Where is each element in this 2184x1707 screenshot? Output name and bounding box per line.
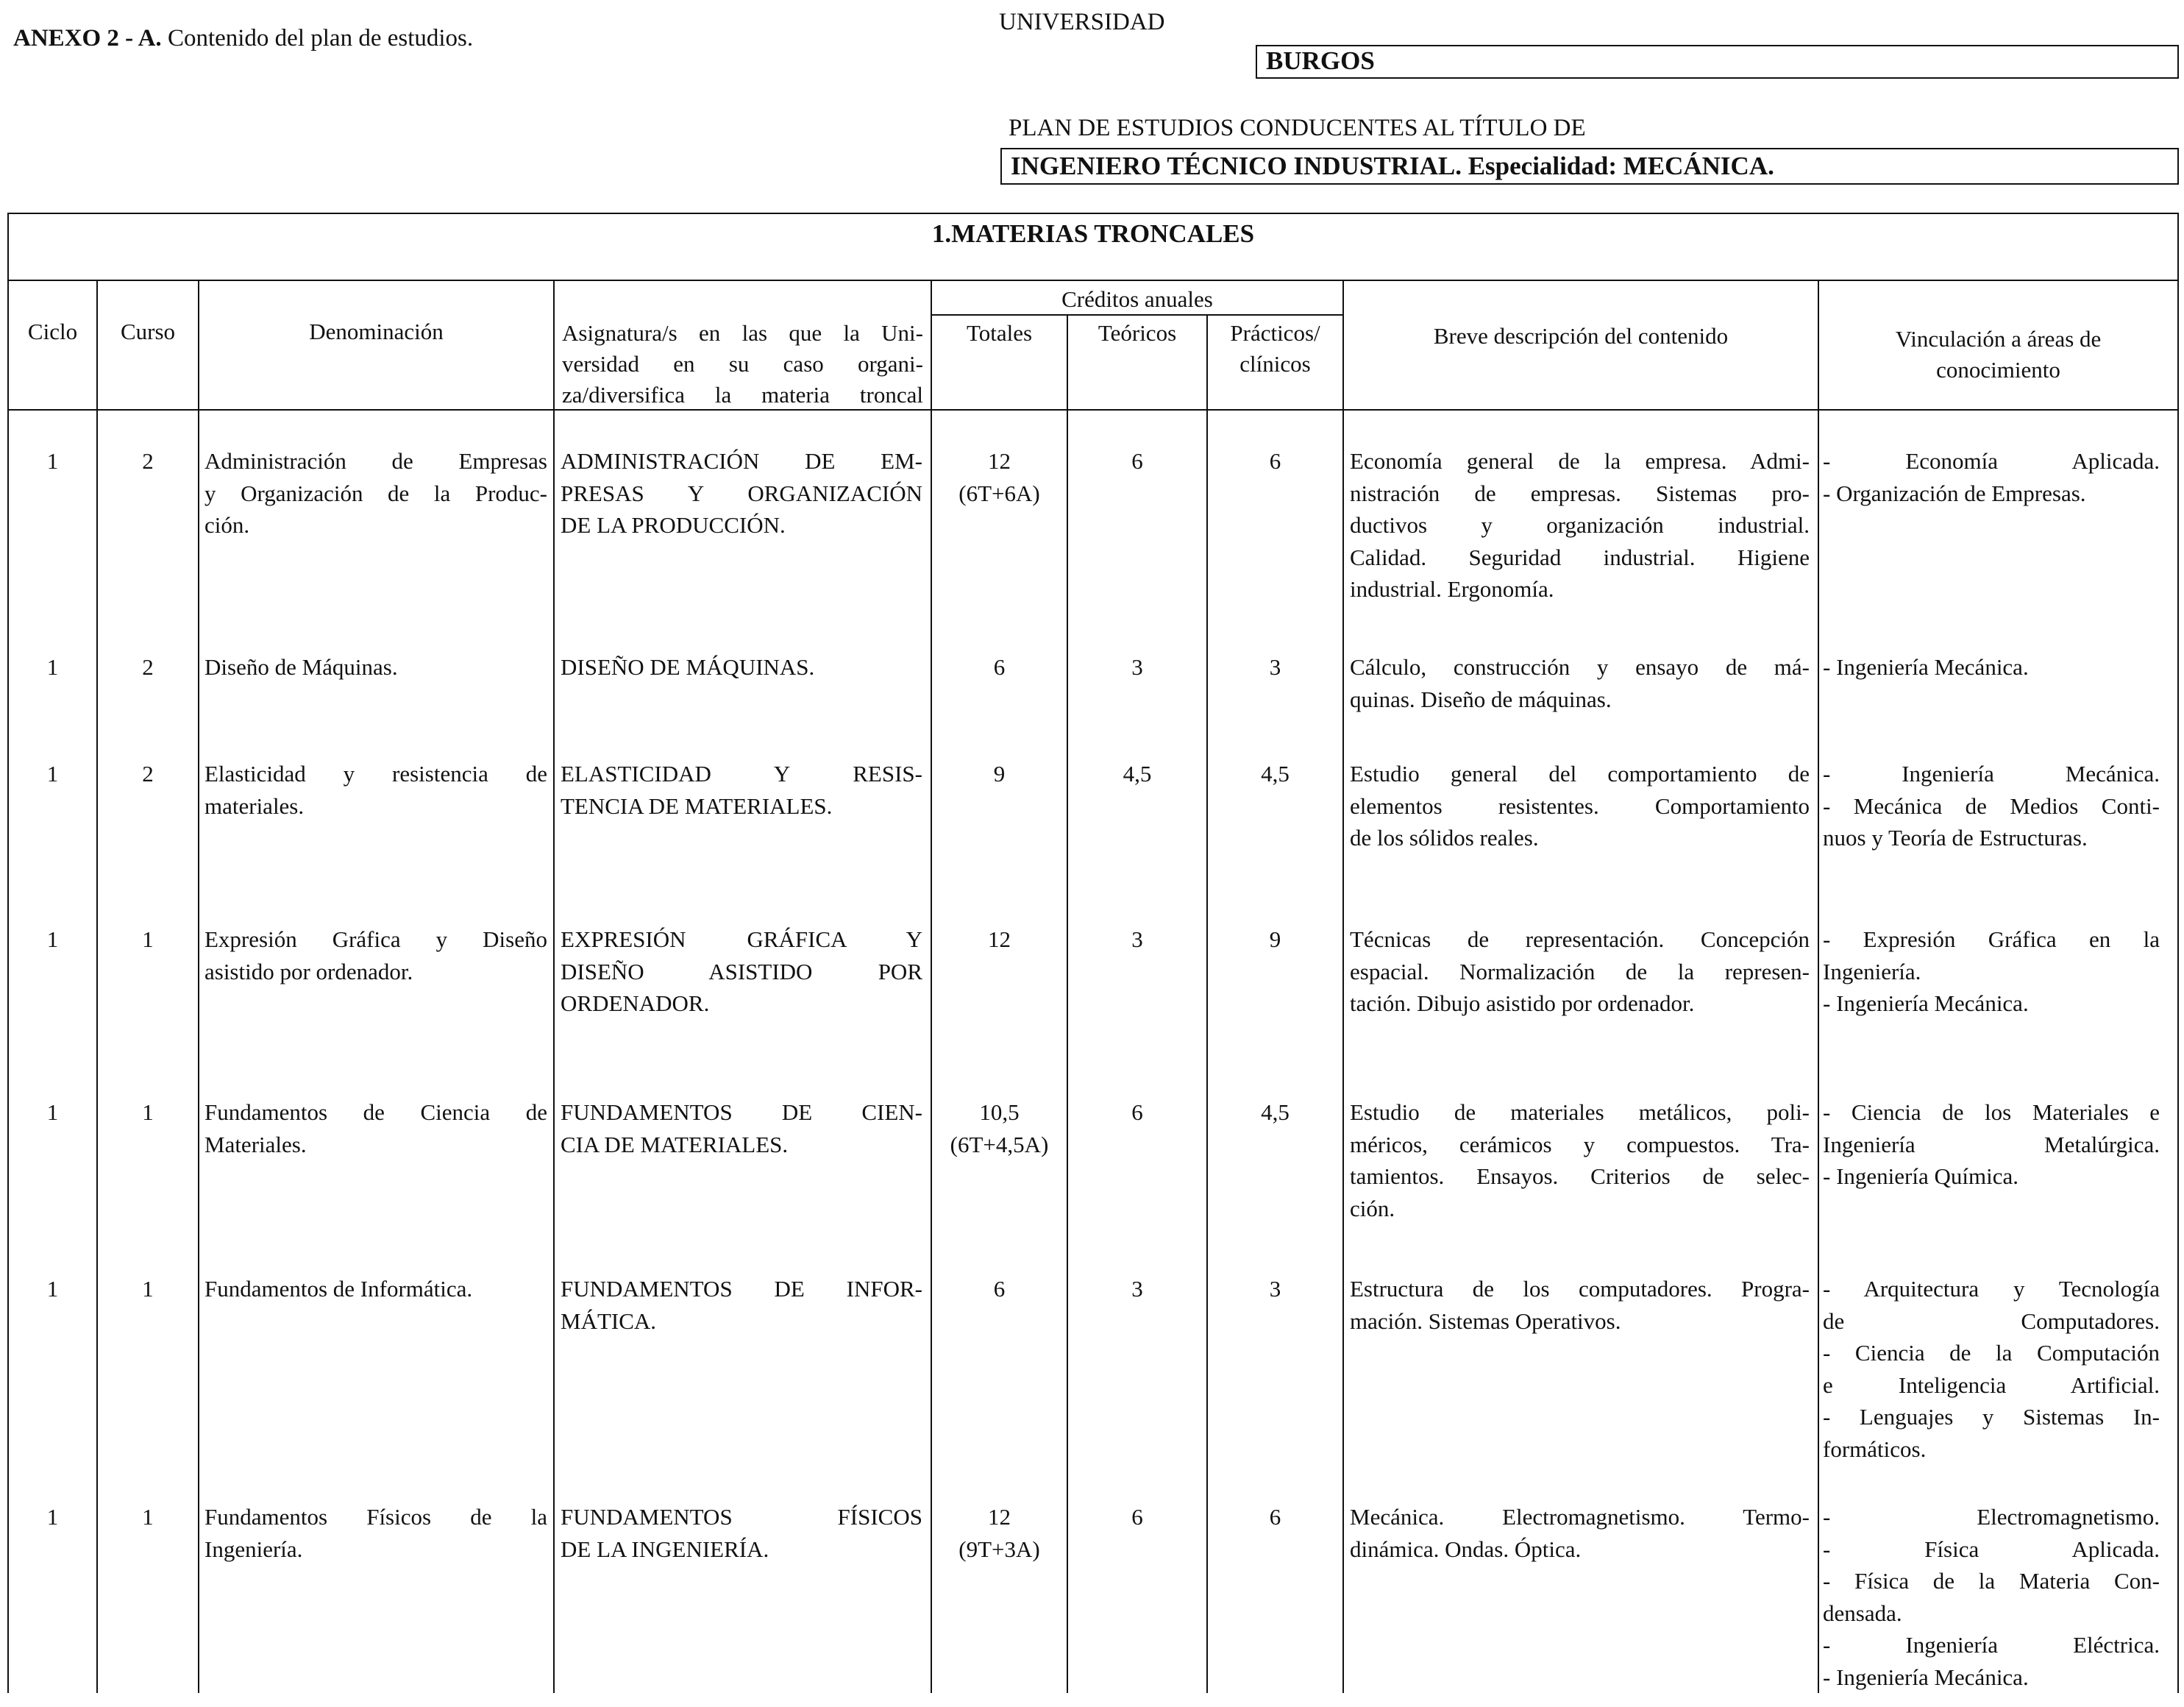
cell-totales [932,1273,1067,1305]
cell-practicos-line: 3 [1269,1276,1281,1302]
annex-label [13,24,473,53]
degree-title-box [1000,148,2179,185]
cell-curso [98,445,198,478]
cell-denominacion-line: Expresión Gráfica y Diseño [204,926,547,952]
cell-descripcion [1350,1096,1810,1224]
cell-vinculacion-line: - Lenguajes y Sistemas In- [1823,1404,2160,1430]
cell-denominacion-line: Fundamentos Físicos de la [204,1504,547,1530]
cell-asignatura-line: FUNDAMENTOS DE INFOR- [561,1276,922,1302]
cell-asignatura [561,758,922,822]
cell-ciclo-line: 1 [46,1276,59,1302]
cell-descripcion-line: tación. Dibujo asistido por ordenador. [1350,990,1695,1016]
cell-asignatura [561,651,922,684]
cell-teoricos-line: 6 [1131,448,1143,474]
cell-totales-line: 9 [993,761,1006,787]
cell-totales-line: 10,5 [979,1099,1020,1125]
cell-ciclo [9,758,96,790]
cell-vinculacion [1823,1501,2160,1693]
cell-curso-line: 1 [142,926,154,952]
cell-curso-line: 2 [142,448,154,474]
cell-denominacion [204,1096,547,1160]
cell-denominacion [204,651,547,684]
cell-descripcion [1350,1501,1810,1565]
col-header-practicos [1208,318,1342,380]
cell-asignatura [561,445,922,542]
cell-totales [932,445,1067,509]
cell-totales-line: (6T+6A) [958,480,1040,506]
cell-ciclo-line: 1 [46,1099,59,1125]
cell-curso [98,1096,198,1129]
annex-description: Contenido del plan de estudios. [167,25,474,52]
col-header-denominacion: Denominación [309,319,444,344]
cell-teoricos-line: 6 [1131,1099,1143,1125]
col-header-asignaturas [555,318,931,411]
cell-teoricos [1068,758,1206,790]
cell-denominacion-line: Administración de Empresas [204,448,547,474]
degree-title: INGENIERO TÉCNICO INDUSTRIAL. Especialidad: MECÁNICA. [1011,152,1774,180]
cell-ciclo [9,445,96,478]
cell-asignatura-line: FUNDAMENTOS DE CIEN- [561,1099,922,1125]
cell-practicos-line: 3 [1269,654,1281,680]
cell-vinculacion-line: - Mecánica de Medios Conti- [1823,792,2160,819]
cell-vinculacion-line: - Ingeniería Mecánica. [1823,990,2029,1016]
cell-teoricos [1068,1273,1206,1305]
cell-descripcion-line: quinas. Diseño de máquinas. [1350,686,1612,712]
cell-curso [98,758,198,790]
cell-descripcion-line: ción. [1350,1195,1395,1221]
cell-teoricos [1068,1096,1206,1129]
cell-denominacion-line: y Organización de la Produc- [204,480,547,506]
cell-vinculacion [1823,651,2160,684]
cell-descripcion-line: tamientos. Ensayos. Criterios de selec- [1350,1163,1810,1189]
cell-practicos-line: 4,5 [1261,761,1290,787]
annex-number: ANEXO 2 - A. [13,25,162,52]
col-header-totales: Totales [966,320,1033,346]
cell-curso [98,1501,198,1533]
cell-teoricos-line: 6 [1131,1504,1143,1530]
cell-vinculacion-line: e Inteligencia Artificial. [1823,1371,2160,1398]
cell-descripcion-line: de los sólidos reales. [1350,825,1539,851]
col-header-vinculacion-line: conocimiento [1936,357,2060,383]
cell-curso [98,651,198,684]
cell-descripcion-line: Estructura de los computadores. Progra- [1350,1276,1810,1302]
cell-vinculacion-line: Ingeniería. [1823,958,1921,984]
cell-totales [932,651,1067,684]
cell-teoricos-line: 3 [1131,926,1143,952]
cell-practicos [1208,1273,1342,1305]
cell-totales [932,1096,1067,1160]
col-header-creditos-anuales: Créditos anuales [1061,286,1213,312]
cell-asignatura-line: TENCIA DE MATERIALES. [561,792,833,819]
cell-totales [932,758,1067,790]
cell-vinculacion [1823,923,2160,1020]
cell-descripcion-line: dinámica. Ondas. Óptica. [1350,1536,1582,1562]
cell-practicos-line: 4,5 [1261,1099,1290,1125]
cell-vinculacion-line: densada. [1823,1600,1902,1626]
cell-denominacion-line: Ingeniería. [204,1536,303,1562]
col-header-asignaturas-line: Asignatura/s en las que la Uni- [562,320,923,346]
cell-vinculacion-line: - Ingeniería Eléctrica. [1823,1632,2160,1658]
cell-denominacion [204,1273,547,1305]
cell-teoricos-line: 3 [1131,654,1143,680]
cell-practicos-line: 9 [1269,926,1281,952]
cell-descripcion [1350,923,1810,1020]
cell-asignatura-line: DE LA PRODUCCIÓN. [561,512,786,538]
cell-vinculacion-line: formáticos. [1823,1435,1927,1462]
cell-vinculacion-line: nuos y Teoría de Estructuras. [1823,825,2088,851]
cell-descripcion-line: méricos, cerámicos y compuestos. Tra- [1350,1131,1810,1157]
cell-teoricos [1068,445,1206,478]
cell-teoricos-line: 4,5 [1123,761,1152,787]
cell-curso-line: 1 [142,1276,154,1302]
section-title: 1.MATERIAS TRONCALES [931,219,1255,248]
cell-ciclo [9,923,96,956]
cell-descripcion [1350,758,1810,854]
col-header-practicos-line: clínicos [1239,351,1311,377]
cell-descripcion-line: Calidad. Seguridad industrial. Higiene [1350,544,1810,570]
cell-practicos [1208,758,1342,790]
cell-curso [98,923,198,956]
cell-ciclo [9,1273,96,1305]
cell-descripcion-line: Mecánica. Electromagnetismo. Termo- [1350,1504,1810,1530]
cell-asignatura-line: CIA DE MATERIALES. [561,1131,789,1157]
cell-practicos [1208,1096,1342,1129]
cell-denominacion-line: asistido por ordenador. [204,958,413,984]
cell-totales-line: 6 [993,654,1006,680]
cell-asignatura-line: FUNDAMENTOS FÍSICOS [561,1504,922,1530]
cell-denominacion-line: materiales. [204,792,305,819]
cell-curso [98,1273,198,1305]
cell-curso-line: 2 [142,761,154,787]
col-header-vinculacion-line: Vinculación a áreas de [1895,326,2102,352]
cell-teoricos [1068,923,1206,956]
cell-ciclo [9,1096,96,1129]
cell-asignatura-line: EXPRESIÓN GRÁFICA Y [561,926,922,952]
cell-vinculacion-line: - Ingeniería Mecánica. [1823,1664,2029,1690]
cell-denominacion-line: Fundamentos de Informática. [204,1276,473,1302]
cell-ciclo [9,651,96,684]
col-header-descripcion: Breve descripción del contenido [1433,323,1729,349]
cell-ciclo-line: 1 [46,1504,59,1530]
col-header-curso: Curso [120,319,176,344]
cell-vinculacion [1823,1096,2160,1193]
cell-denominacion [204,445,547,542]
cell-vinculacion [1823,445,2160,509]
cell-descripcion-line: mación. Sistemas Operativos. [1350,1307,1621,1334]
cell-vinculacion [1823,1273,2160,1465]
cell-curso-line: 1 [142,1504,154,1530]
cell-ciclo-line: 1 [46,926,59,952]
col-header-practicos-line: Prácticos/ [1230,320,1320,346]
cell-teoricos-line: 3 [1131,1276,1143,1302]
cell-descripcion-line: Cálculo, construcción y ensayo de má- [1350,654,1810,680]
cell-descripcion-line: Economía general de la empresa. Admi- [1350,448,1810,474]
cell-descripcion [1350,1273,1810,1337]
cell-teoricos [1068,651,1206,684]
col-header-vinculacion [1819,324,2177,386]
cell-vinculacion-line: - Economía Aplicada. [1823,448,2160,474]
cell-asignatura [561,1501,922,1565]
col-header-asignaturas-line: za/diversifica la materia troncal [562,382,923,408]
cell-descripcion [1350,445,1810,606]
cell-asignatura [561,1273,922,1337]
cell-vinculacion-line: - Física de la Materia Con- [1823,1568,2160,1594]
cell-denominacion-line: Fundamentos de Ciencia de [204,1099,547,1125]
cell-vinculacion-line: Ingeniería Metalúrgica. [1823,1131,2160,1157]
cell-totales-line: 12 [988,1504,1011,1530]
cell-teoricos [1068,1501,1206,1533]
cell-practicos-line: 6 [1269,448,1281,474]
cell-practicos-line: 6 [1269,1504,1281,1530]
cell-curso-line: 2 [142,654,154,680]
cell-curso-line: 1 [142,1099,154,1125]
cell-ciclo-line: 1 [46,654,59,680]
cell-asignatura-line: DISEÑO DE MÁQUINAS. [561,654,815,680]
cell-asignatura [561,1096,922,1160]
cell-descripcion-line: espacial. Normalización de la represen- [1350,958,1810,984]
cell-vinculacion-line: - Ingeniería Mecánica. [1823,654,2029,680]
cell-vinculacion [1823,758,2160,854]
cell-totales-line: (9T+3A) [958,1536,1040,1562]
cell-asignatura-line: ELASTICIDAD Y RESIS- [561,761,922,787]
cell-vinculacion-line: - Física Aplicada. [1823,1536,2160,1562]
cell-totales [932,923,1067,956]
cell-ciclo-line: 1 [46,448,59,474]
cell-asignatura [561,923,922,1020]
cell-descripcion-line: Estudio general del comportamiento de [1350,761,1810,787]
cell-totales [932,1501,1067,1565]
cell-descripcion [1350,651,1810,715]
col-header-ciclo: Ciclo [27,319,78,344]
cell-vinculacion-line: - Ingeniería Mecánica. [1823,761,2160,787]
cell-vinculacion-line: - Ciencia de los Materiales e [1823,1099,2160,1125]
cell-denominacion-line: Materiales. [204,1131,307,1157]
cell-practicos [1208,651,1342,684]
cell-denominacion-line: ción. [204,512,250,538]
cell-denominacion-line: Elasticidad y resistencia de [204,761,547,787]
university-name-box [1256,45,2179,79]
cell-descripcion-line: elementos resistentes. Comportamiento [1350,792,1810,819]
cell-descripcion-line: Técnicas de representación. Concepción [1350,926,1810,952]
cell-denominacion-line: Diseño de Máquinas. [204,654,398,680]
cell-vinculacion-line: - Ingeniería Química. [1823,1163,2018,1189]
cell-vinculacion-line: - Organización de Empresas. [1823,480,2086,506]
plan-label: PLAN DE ESTUDIOS CONDUCENTES AL TÍTULO DE [1009,115,1586,141]
cell-asignatura-line: DE LA INGENIERÍA. [561,1536,769,1562]
university-label: UNIVERSIDAD [999,9,1165,35]
col-header-asignaturas-line: versidad en su caso organi- [562,351,923,377]
cell-descripcion-line: ductivos y organización industrial. [1350,512,1810,538]
cell-totales-line: 12 [988,926,1011,952]
cell-totales-line: 12 [988,448,1011,474]
cell-asignatura-line: MÁTICA. [561,1307,657,1334]
cell-vinculacion-line: - Electromagnetismo. [1823,1504,2160,1530]
cell-vinculacion-line: - Arquitectura y Tecnología [1823,1276,2160,1302]
cell-practicos [1208,445,1342,478]
cell-vinculacion-line: de Computadores. [1823,1307,2160,1334]
cell-vinculacion-line: - Expresión Gráfica en la [1823,926,2160,952]
cell-descripcion-line: nistración de empresas. Sistemas pro- [1350,480,1810,506]
cell-asignatura-line: ORDENADOR. [561,990,710,1016]
cell-vinculacion-line: - Ciencia de la Computación [1823,1340,2160,1366]
cell-ciclo-line: 1 [46,761,59,787]
cell-denominacion [204,1501,547,1565]
cell-asignatura-line: DISEÑO ASISTIDO POR [561,958,922,984]
cell-practicos [1208,1501,1342,1533]
cell-asignatura-line: PRESAS Y ORGANIZACIÓN [561,480,922,506]
cell-totales-line: 6 [993,1276,1006,1302]
cell-totales-line: (6T+4,5A) [950,1131,1049,1157]
cell-practicos [1208,923,1342,956]
cell-descripcion-line: industrial. Ergonomía. [1350,576,1554,602]
cell-ciclo [9,1501,96,1533]
university-name: BURGOS [1266,46,1375,75]
col-header-teoricos: Teóricos [1098,320,1177,346]
cell-descripcion-line: Estudio de materiales metálicos, poli- [1350,1099,1810,1125]
cell-asignatura-line: ADMINISTRACIÓN DE EM- [561,448,922,474]
cell-denominacion [204,758,547,822]
cell-denominacion [204,923,547,987]
